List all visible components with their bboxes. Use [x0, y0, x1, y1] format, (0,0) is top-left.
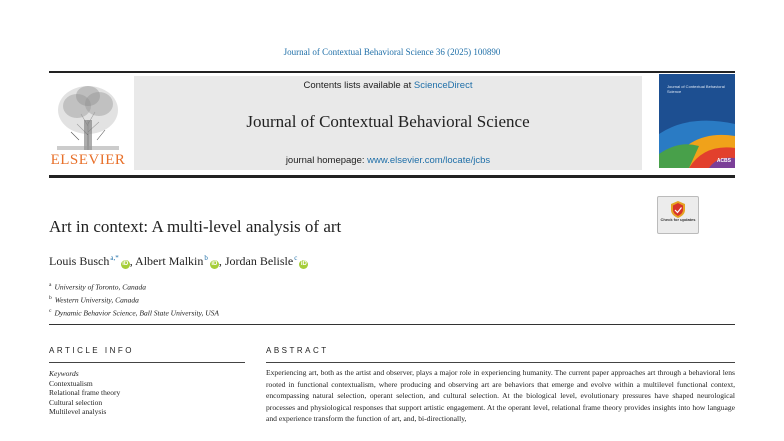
- article-info-rule: [49, 362, 245, 363]
- abstract-rule: [266, 362, 735, 363]
- check-updates-icon: [658, 199, 698, 219]
- author-3[interactable]: Jordan Belisle$^c$: [224, 254, 298, 268]
- keyword-item: Contextualism: [49, 378, 93, 388]
- keyword-item: Relational frame theory: [49, 388, 121, 397]
- keyword-item: Cultural selection: [49, 397, 103, 407]
- abstract-heading: ABSTRACT: [266, 346, 329, 355]
- keyword-item: Multilevel analysis: [49, 407, 107, 416]
- homepage-link[interactable]: www.elsevier.com/locate/jcbs: [367, 155, 491, 166]
- cover-title: Journal of Contextual Behavioral Science: [667, 84, 725, 94]
- homepage-line: [134, 155, 642, 166]
- homepage-prefix: journal homepage:: [285, 155, 365, 166]
- orcid-icon[interactable]: iD: [122, 261, 129, 267]
- affiliation-item: $^c$ Dynamic Behavior Science, Ball State University, USA: [49, 308, 219, 318]
- cover-abbr: ACBS: [716, 158, 731, 164]
- sciencedirect-link[interactable]: ScienceDirect: [413, 80, 473, 91]
- orcid-icon[interactable]: iD: [300, 261, 307, 267]
- publisher-name[interactable]: ELSEVIER: [50, 152, 126, 168]
- contents-line: [134, 80, 642, 91]
- affiliations-rule: [49, 324, 735, 325]
- author-list: Louis Busch$^{a,*}$iD , Albert Malkin$^b$iD , Jordan Belisle$^c$iD: [49, 254, 307, 268]
- affiliation-item: $^a$ University of Toronto, Canada: [49, 282, 146, 292]
- affiliation-item: $^b$ Western University, Canada: [49, 295, 139, 305]
- check-updates-label: Check for updates: [660, 217, 696, 222]
- abstract-text: Experiencing art, both as the artist and observer, plays a major role in experiencing humanity. The current paper approaches art through a behavioral lens rooted in functional contextualism, where producing and observing art are behaviors that emerge and evolve within a multilevel functional context, encompassing natural selection, operant selection, and cultural selection. At the biological level, evolutionary pressures have shaped neurological processes and physiological responses that support artistic engagement. At the operant level, relational frame theory provides insights into how language and experience transform the function of art, and, bi-directionally,: [266, 368, 735, 423]
- author-2[interactable]: Albert Malkin$^b$: [135, 254, 208, 268]
- article-title: Art in context: A multi-level analysis of art: [49, 217, 342, 236]
- check-for-updates-button[interactable]: [657, 196, 699, 234]
- journal-cover[interactable]: [659, 74, 735, 168]
- affiliations: [49, 280, 219, 319]
- header-bottom-rule: [49, 175, 735, 178]
- journal-title: Journal of Contextual Behavioral Science: [246, 112, 530, 131]
- keywords-heading: Keywords: [49, 369, 79, 378]
- author-1[interactable]: Louis Busch$^{a,*}$: [49, 254, 119, 268]
- keywords-block: [49, 369, 120, 417]
- header-top-rule: [49, 71, 735, 73]
- contents-prefix: Contents lists available at: [303, 80, 412, 91]
- journal-reference[interactable]: Journal of Contextual Behavioral Science 36 (2025) 100890: [283, 47, 501, 57]
- article-info-heading: ARTICLE INFO: [49, 346, 134, 355]
- orcid-icon[interactable]: iD: [211, 261, 218, 267]
